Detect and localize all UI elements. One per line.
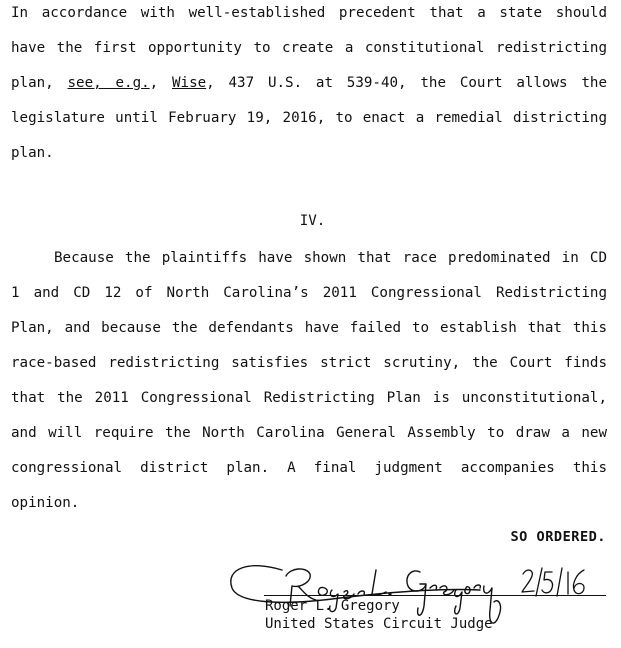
paragraph-text: In accordance with well-established precedent that a state should have the first opportunity to create a constitutional redistricting plan, bbox=[11, 5, 607, 91]
judge-name: Roger L. Gregory bbox=[265, 598, 400, 614]
handwritten-date bbox=[520, 566, 600, 602]
so-ordered-text: SO ORDERED. bbox=[510, 529, 606, 545]
remedial-plan-paragraph bbox=[11, 0, 607, 171]
citation-wise: Wise bbox=[172, 75, 207, 91]
paragraph-text: , bbox=[149, 75, 172, 91]
section-heading: IV. bbox=[299, 213, 326, 229]
conclusion-paragraph: Because the plaintiffs have shown that race predominated in CD 1 and CD 12 of North Carolina’s 2011 Congressional Redistricting Plan, and because the defendants have failed to establish that this race-based redistricting satisfies strict scrutiny, the Court finds that the 2011 Congressional Redistricting Plan is unconstitutional, and will require the North Carolina General Assembly to draw a new congressional district plan. A final judgment accompanies this opinion. bbox=[11, 250, 607, 511]
citation-see-eg: see, e.g. bbox=[67, 75, 150, 91]
paragraph-text: , 437 U.S. at 539-40, the Court allows the legislature until February 19, 2016, to enact a remedial districting plan. bbox=[11, 75, 607, 161]
judge-title: United States Circuit Judge bbox=[265, 616, 493, 632]
